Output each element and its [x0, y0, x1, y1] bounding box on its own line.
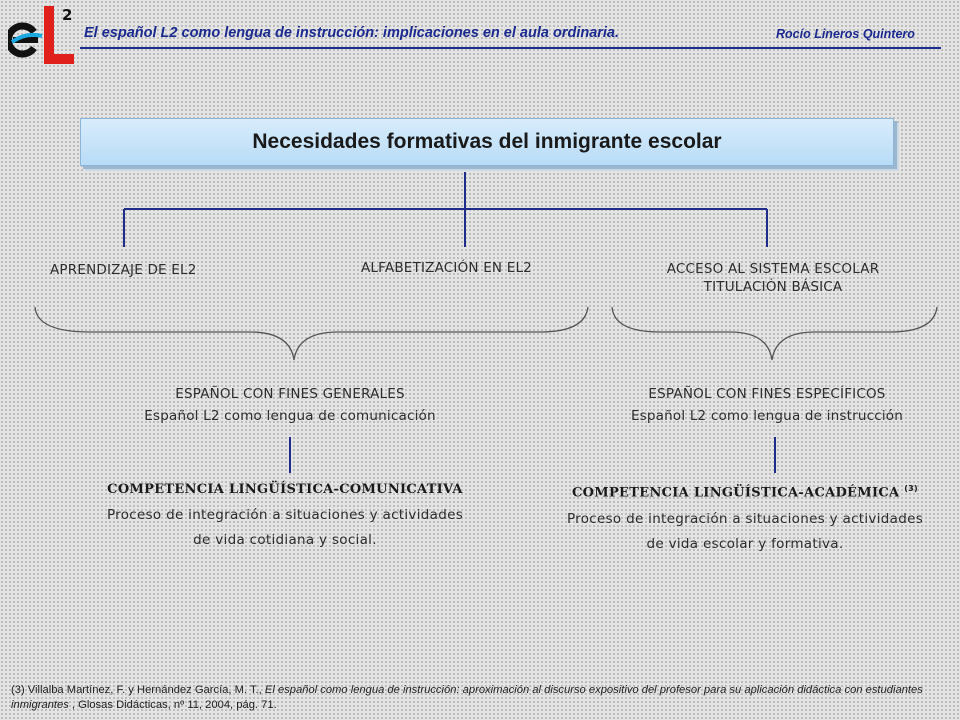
left-brace — [35, 307, 588, 360]
right-competence-note: (3) — [904, 484, 918, 493]
right-brace — [612, 307, 937, 360]
left-desc-line2: de vida cotidiana y social. — [193, 532, 377, 548]
footnote — [11, 683, 946, 713]
branch-acceso-line1: ACCESO AL SISTEMA ESCOLAR — [666, 261, 880, 277]
footnote-title: El español como lengua de instrucción: aproximación al discurso expositivo del profesor para su aplicación didáctica con estudiantes inmigrantes — [11, 684, 923, 711]
header-author: Rocío Lineros Quintero — [776, 27, 915, 41]
left-subheading: Español L2 como lengua de comunicación — [144, 408, 436, 424]
right-heading: ESPAÑOL CON FINES ESPECÍFICOS — [648, 386, 886, 402]
svg-text:2: 2 — [62, 6, 73, 24]
right-group-heading — [585, 383, 949, 427]
footnote-suffix: , Glosas Didácticas, nº 11, 2004, pág. 71. — [68, 699, 277, 711]
left-group-heading — [108, 383, 472, 427]
right-desc-line2: de vida escolar y formativa. — [646, 536, 844, 552]
footnote-prefix: (3) Villalba Martínez, F. y Hernández García, M. T., — [11, 684, 265, 696]
right-subheading: Español L2 como lengua de instrucción — [630, 408, 904, 424]
branch-aprendizaje: APRENDIZAJE DE EL2 — [50, 262, 197, 278]
right-competence — [520, 484, 960, 500]
left-description — [60, 503, 510, 553]
branch-alfabetizacion: ALFABETIZACIÓN EN EL2 — [361, 260, 532, 276]
main-title: Necesidades formativas del inmigrante escolar — [252, 130, 722, 153]
right-description — [520, 507, 960, 557]
left-competence: COMPETENCIA LINGÜÍSTICA-COMUNICATIVA — [107, 482, 463, 497]
branch-acceso — [630, 260, 916, 296]
right-competence-text: COMPETENCIA LINGÜÍSTICA-ACADÉMICA — [572, 485, 900, 501]
left-desc-line1: Proceso de integración a situaciones y actividades — [106, 507, 464, 523]
left-heading: ESPAÑOL CON FINES GENERALES — [175, 386, 405, 402]
branch-acceso-line2: TITULACIÓN BÁSICA — [703, 279, 843, 295]
header-title: El español L2 como lengua de instrucción: implicaciones en el aula ordinaria. — [84, 25, 620, 41]
right-desc-line1: Proceso de integración a situaciones y actividades — [566, 511, 924, 527]
